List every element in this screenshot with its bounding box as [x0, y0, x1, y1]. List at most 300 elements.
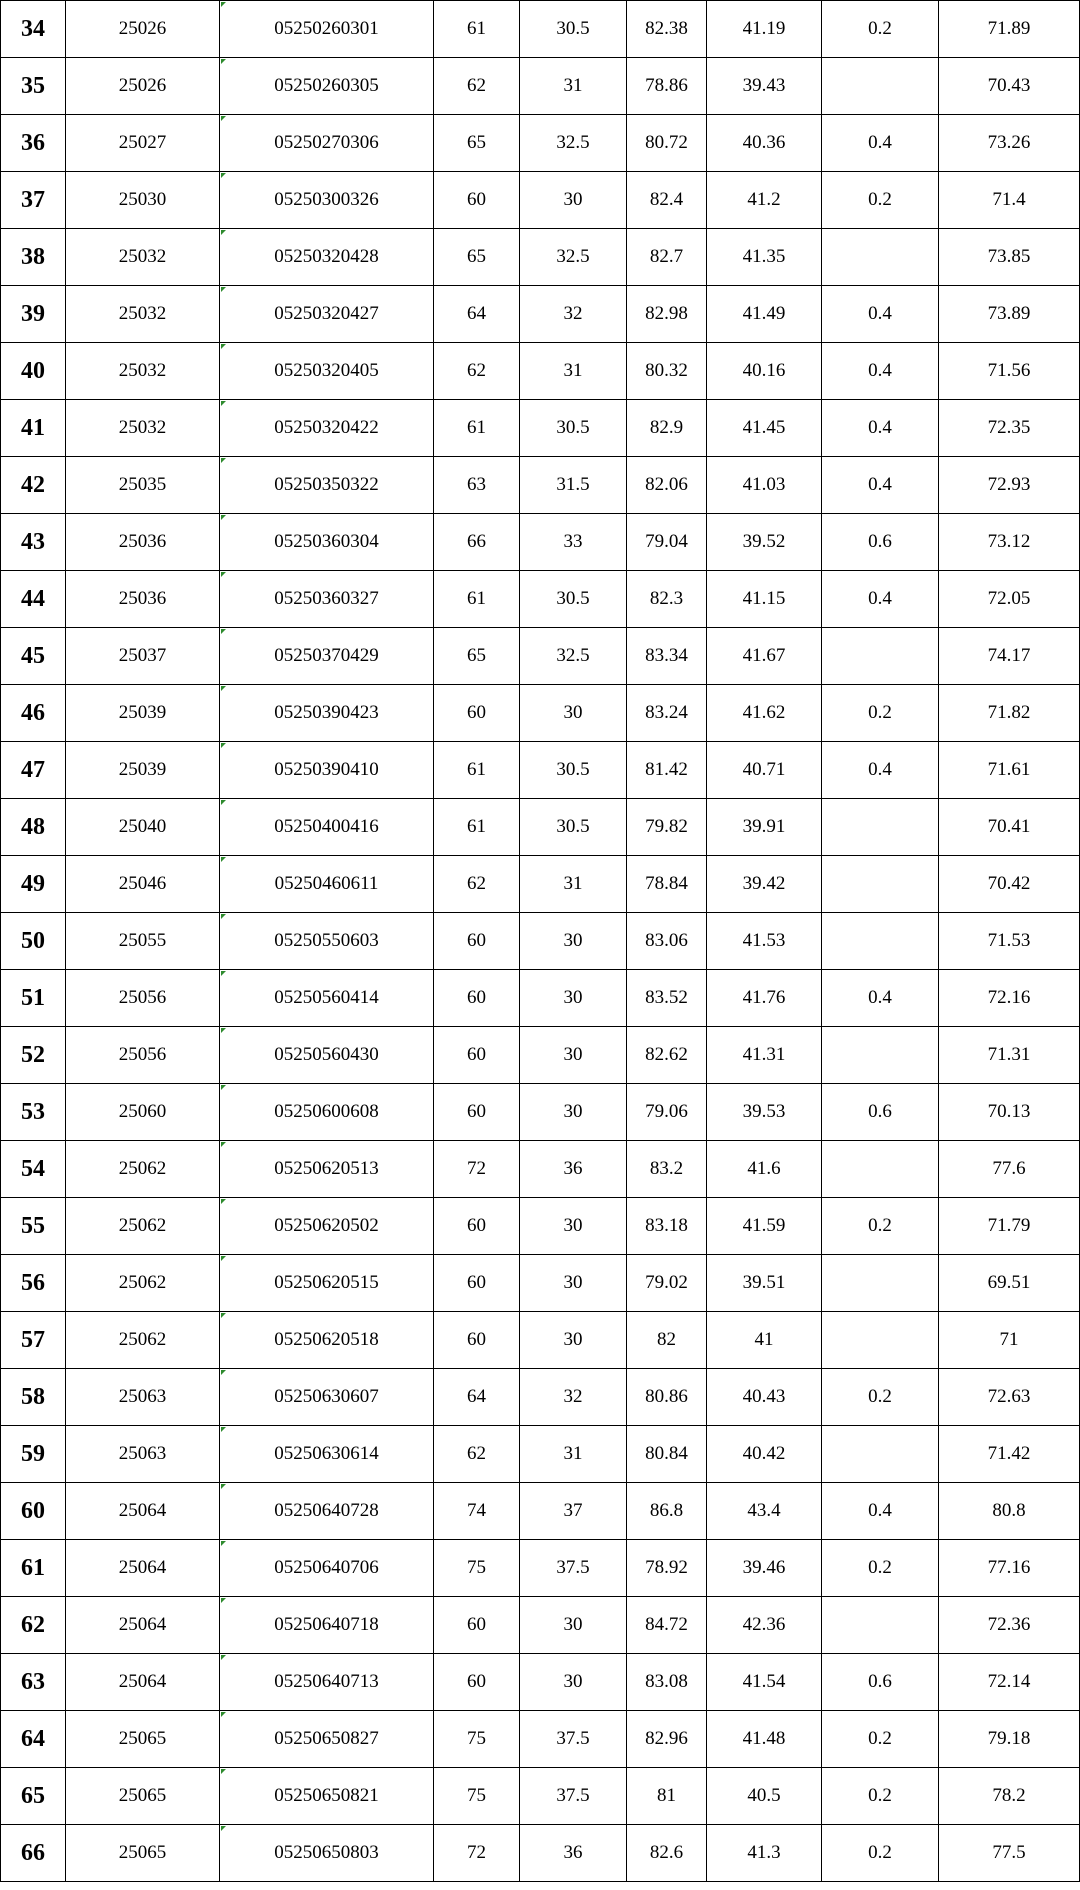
score-b-weighted-cell: 42.36	[707, 1597, 822, 1654]
row-number-cell: 34	[1, 1, 66, 58]
bonus-cell: 0.6	[822, 514, 939, 571]
score-a-cell: 72	[434, 1825, 520, 1882]
score-b-weighted-cell: 41.6	[707, 1141, 822, 1198]
score-b-weighted-cell: 39.53	[707, 1084, 822, 1141]
score-b-cell: 82.3	[627, 571, 707, 628]
score-b-weighted-cell: 41.48	[707, 1711, 822, 1768]
total-score-cell: 71.89	[939, 1, 1080, 58]
score-b-weighted-cell: 40.16	[707, 343, 822, 400]
group-code-cell: 25039	[66, 685, 220, 742]
score-a-cell: 60	[434, 970, 520, 1027]
group-code-cell: 25032	[66, 286, 220, 343]
score-a-weighted-cell: 30	[520, 1597, 627, 1654]
row-number-cell: 35	[1, 58, 66, 115]
bonus-cell: 0.2	[822, 1825, 939, 1882]
score-a-cell: 61	[434, 1, 520, 58]
total-score-cell: 70.43	[939, 58, 1080, 115]
group-code-cell: 25039	[66, 742, 220, 799]
candidate-id-cell: 05250640728	[220, 1483, 434, 1540]
group-code-cell: 25065	[66, 1711, 220, 1768]
candidate-id-cell: 05250620502	[220, 1198, 434, 1255]
score-b-weighted-cell: 40.42	[707, 1426, 822, 1483]
group-code-cell: 25063	[66, 1369, 220, 1426]
score-b-weighted-cell: 40.5	[707, 1768, 822, 1825]
score-b-cell: 82.62	[627, 1027, 707, 1084]
bonus-cell	[822, 913, 939, 970]
group-code-cell: 25060	[66, 1084, 220, 1141]
table-row	[1, 1483, 1080, 1540]
score-a-cell: 61	[434, 400, 520, 457]
bonus-cell: 0.4	[822, 742, 939, 799]
score-b-cell: 78.86	[627, 58, 707, 115]
total-score-cell: 77.6	[939, 1141, 1080, 1198]
score-a-cell: 74	[434, 1483, 520, 1540]
row-number-cell: 36	[1, 115, 66, 172]
group-code-cell: 25064	[66, 1654, 220, 1711]
total-score-cell: 71.82	[939, 685, 1080, 742]
score-b-cell: 82.06	[627, 457, 707, 514]
score-b-weighted-cell: 41.54	[707, 1654, 822, 1711]
row-number-cell: 47	[1, 742, 66, 799]
candidate-id-cell: 05250620513	[220, 1141, 434, 1198]
total-score-cell: 73.26	[939, 115, 1080, 172]
score-a-weighted-cell: 32.5	[520, 628, 627, 685]
row-number-cell: 65	[1, 1768, 66, 1825]
table-row	[1, 286, 1080, 343]
score-b-weighted-cell: 41.35	[707, 229, 822, 286]
score-a-cell: 61	[434, 799, 520, 856]
bonus-cell: 0.4	[822, 1483, 939, 1540]
table-row	[1, 685, 1080, 742]
group-code-cell: 25037	[66, 628, 220, 685]
score-a-cell: 60	[434, 1597, 520, 1654]
candidate-id-cell: 05250560414	[220, 970, 434, 1027]
table-row	[1, 1768, 1080, 1825]
score-a-cell: 62	[434, 1426, 520, 1483]
table-row	[1, 1255, 1080, 1312]
candidate-id-cell: 05250360304	[220, 514, 434, 571]
score-a-weighted-cell: 32.5	[520, 229, 627, 286]
row-number-cell: 41	[1, 400, 66, 457]
score-b-cell: 86.8	[627, 1483, 707, 1540]
score-a-weighted-cell: 37.5	[520, 1768, 627, 1825]
score-a-cell: 72	[434, 1141, 520, 1198]
row-number-cell: 43	[1, 514, 66, 571]
total-score-cell: 72.93	[939, 457, 1080, 514]
score-b-weighted-cell: 41.59	[707, 1198, 822, 1255]
score-a-weighted-cell: 37	[520, 1483, 627, 1540]
score-a-cell: 60	[434, 1255, 520, 1312]
score-b-weighted-cell: 41.03	[707, 457, 822, 514]
candidate-id-cell: 05250370429	[220, 628, 434, 685]
candidate-id-cell: 05250640713	[220, 1654, 434, 1711]
score-b-cell: 82.7	[627, 229, 707, 286]
score-b-cell: 79.82	[627, 799, 707, 856]
score-a-cell: 61	[434, 742, 520, 799]
score-b-weighted-cell: 39.91	[707, 799, 822, 856]
row-number-cell: 48	[1, 799, 66, 856]
row-number-cell: 56	[1, 1255, 66, 1312]
score-a-cell: 60	[434, 1198, 520, 1255]
score-a-weighted-cell: 30.5	[520, 799, 627, 856]
score-b-weighted-cell: 41.2	[707, 172, 822, 229]
score-a-weighted-cell: 31	[520, 343, 627, 400]
bonus-cell: 0.4	[822, 457, 939, 514]
score-b-cell: 78.84	[627, 856, 707, 913]
table-row	[1, 970, 1080, 1027]
score-a-weighted-cell: 30	[520, 913, 627, 970]
score-b-cell: 83.34	[627, 628, 707, 685]
score-a-weighted-cell: 32.5	[520, 115, 627, 172]
group-code-cell: 25032	[66, 400, 220, 457]
table-row	[1, 1540, 1080, 1597]
score-a-cell: 65	[434, 115, 520, 172]
group-code-cell: 25062	[66, 1141, 220, 1198]
total-score-cell: 72.14	[939, 1654, 1080, 1711]
total-score-cell: 72.05	[939, 571, 1080, 628]
total-score-cell: 70.41	[939, 799, 1080, 856]
candidate-id-cell: 05250320428	[220, 229, 434, 286]
table-row	[1, 571, 1080, 628]
table-row	[1, 1825, 1080, 1882]
candidate-id-cell: 05250560430	[220, 1027, 434, 1084]
total-score-cell: 69.51	[939, 1255, 1080, 1312]
score-b-cell: 80.86	[627, 1369, 707, 1426]
score-b-cell: 78.92	[627, 1540, 707, 1597]
row-number-cell: 42	[1, 457, 66, 514]
table-row	[1, 1, 1080, 58]
score-b-weighted-cell: 41.19	[707, 1, 822, 58]
score-b-weighted-cell: 41.31	[707, 1027, 822, 1084]
row-number-cell: 60	[1, 1483, 66, 1540]
score-a-cell: 60	[434, 1654, 520, 1711]
bonus-cell	[822, 229, 939, 286]
bonus-cell: 0.4	[822, 286, 939, 343]
score-a-cell: 60	[434, 913, 520, 970]
table-row	[1, 457, 1080, 514]
table-row	[1, 1027, 1080, 1084]
row-number-cell: 57	[1, 1312, 66, 1369]
score-a-cell: 75	[434, 1711, 520, 1768]
score-b-weighted-cell: 41	[707, 1312, 822, 1369]
candidate-id-cell: 05250360327	[220, 571, 434, 628]
score-a-weighted-cell: 30.5	[520, 742, 627, 799]
table-row	[1, 628, 1080, 685]
total-score-cell: 78.2	[939, 1768, 1080, 1825]
group-code-cell: 25032	[66, 229, 220, 286]
candidate-id-cell: 05250650827	[220, 1711, 434, 1768]
group-code-cell: 25027	[66, 115, 220, 172]
score-a-cell: 60	[434, 685, 520, 742]
score-a-weighted-cell: 31	[520, 856, 627, 913]
table-row	[1, 1141, 1080, 1198]
group-code-cell: 25036	[66, 514, 220, 571]
table-row	[1, 1312, 1080, 1369]
score-a-weighted-cell: 37.5	[520, 1711, 627, 1768]
candidate-id-cell: 05250400416	[220, 799, 434, 856]
total-score-cell: 71.56	[939, 343, 1080, 400]
total-score-cell: 79.18	[939, 1711, 1080, 1768]
score-b-weighted-cell: 41.15	[707, 571, 822, 628]
group-code-cell: 25063	[66, 1426, 220, 1483]
table-row	[1, 115, 1080, 172]
bonus-cell: 0.2	[822, 1540, 939, 1597]
candidate-id-cell: 05250630607	[220, 1369, 434, 1426]
score-b-cell: 83.18	[627, 1198, 707, 1255]
table-row	[1, 1711, 1080, 1768]
bonus-cell	[822, 1141, 939, 1198]
candidate-id-cell: 05250390410	[220, 742, 434, 799]
group-code-cell: 25064	[66, 1540, 220, 1597]
score-b-weighted-cell: 41.3	[707, 1825, 822, 1882]
score-b-weighted-cell: 41.76	[707, 970, 822, 1027]
row-number-cell: 40	[1, 343, 66, 400]
total-score-cell: 71.31	[939, 1027, 1080, 1084]
score-a-weighted-cell: 30	[520, 1084, 627, 1141]
group-code-cell: 25064	[66, 1483, 220, 1540]
score-b-weighted-cell: 39.43	[707, 58, 822, 115]
total-score-cell: 71.42	[939, 1426, 1080, 1483]
row-number-cell: 62	[1, 1597, 66, 1654]
table-row	[1, 1369, 1080, 1426]
bonus-cell	[822, 1027, 939, 1084]
score-a-weighted-cell: 30	[520, 1312, 627, 1369]
score-b-cell: 82.9	[627, 400, 707, 457]
candidate-id-cell: 05250650803	[220, 1825, 434, 1882]
score-a-cell: 66	[434, 514, 520, 571]
score-a-cell: 62	[434, 58, 520, 115]
candidate-id-cell: 05250650821	[220, 1768, 434, 1825]
table-row	[1, 799, 1080, 856]
score-a-weighted-cell: 30	[520, 172, 627, 229]
bonus-cell: 0.2	[822, 1768, 939, 1825]
row-number-cell: 37	[1, 172, 66, 229]
bonus-cell: 0.2	[822, 1369, 939, 1426]
score-b-cell: 82.98	[627, 286, 707, 343]
row-number-cell: 64	[1, 1711, 66, 1768]
group-code-cell: 25035	[66, 457, 220, 514]
group-code-cell: 25062	[66, 1255, 220, 1312]
score-b-cell: 83.06	[627, 913, 707, 970]
bonus-cell: 0.4	[822, 970, 939, 1027]
row-number-cell: 52	[1, 1027, 66, 1084]
total-score-cell: 71	[939, 1312, 1080, 1369]
score-a-weighted-cell: 36	[520, 1825, 627, 1882]
row-number-cell: 66	[1, 1825, 66, 1882]
group-code-cell: 25026	[66, 58, 220, 115]
group-code-cell: 25065	[66, 1825, 220, 1882]
table-row	[1, 1597, 1080, 1654]
score-b-cell: 80.72	[627, 115, 707, 172]
group-code-cell: 25046	[66, 856, 220, 913]
group-code-cell: 25056	[66, 970, 220, 1027]
table-row	[1, 172, 1080, 229]
score-b-cell: 81.42	[627, 742, 707, 799]
score-a-weighted-cell: 31	[520, 58, 627, 115]
table-row	[1, 856, 1080, 913]
bonus-cell	[822, 1597, 939, 1654]
total-score-cell: 71.4	[939, 172, 1080, 229]
total-score-cell: 70.42	[939, 856, 1080, 913]
score-a-cell: 65	[434, 229, 520, 286]
candidate-id-cell: 05250460611	[220, 856, 434, 913]
group-code-cell: 25062	[66, 1312, 220, 1369]
table-row	[1, 343, 1080, 400]
score-b-cell: 83.2	[627, 1141, 707, 1198]
score-a-cell: 61	[434, 571, 520, 628]
score-a-weighted-cell: 30.5	[520, 1, 627, 58]
score-a-weighted-cell: 30.5	[520, 400, 627, 457]
total-score-cell: 71.79	[939, 1198, 1080, 1255]
row-number-cell: 63	[1, 1654, 66, 1711]
total-score-cell: 72.35	[939, 400, 1080, 457]
row-number-cell: 59	[1, 1426, 66, 1483]
total-score-cell: 73.12	[939, 514, 1080, 571]
score-a-weighted-cell: 31	[520, 1426, 627, 1483]
group-code-cell: 25040	[66, 799, 220, 856]
bonus-cell: 0.2	[822, 1711, 939, 1768]
row-number-cell: 58	[1, 1369, 66, 1426]
score-a-weighted-cell: 30	[520, 685, 627, 742]
total-score-cell: 72.36	[939, 1597, 1080, 1654]
score-b-weighted-cell: 41.45	[707, 400, 822, 457]
row-number-cell: 44	[1, 571, 66, 628]
bonus-cell: 0.2	[822, 1, 939, 58]
candidate-id-cell: 05250260305	[220, 58, 434, 115]
bonus-cell: 0.2	[822, 172, 939, 229]
score-a-weighted-cell: 32	[520, 1369, 627, 1426]
score-b-cell: 82.4	[627, 172, 707, 229]
score-a-weighted-cell: 37.5	[520, 1540, 627, 1597]
total-score-cell: 71.61	[939, 742, 1080, 799]
row-number-cell: 45	[1, 628, 66, 685]
bonus-cell	[822, 628, 939, 685]
row-number-cell: 46	[1, 685, 66, 742]
bonus-cell: 0.4	[822, 400, 939, 457]
candidate-id-cell: 05250640706	[220, 1540, 434, 1597]
score-a-cell: 64	[434, 1369, 520, 1426]
bonus-cell: 0.4	[822, 571, 939, 628]
total-score-cell: 77.5	[939, 1825, 1080, 1882]
candidate-id-cell: 05250300326	[220, 172, 434, 229]
score-b-cell: 81	[627, 1768, 707, 1825]
score-b-cell: 82	[627, 1312, 707, 1369]
group-code-cell: 25062	[66, 1198, 220, 1255]
score-b-weighted-cell: 41.53	[707, 913, 822, 970]
row-number-cell: 39	[1, 286, 66, 343]
score-b-weighted-cell: 39.51	[707, 1255, 822, 1312]
group-code-cell: 25036	[66, 571, 220, 628]
row-number-cell: 38	[1, 229, 66, 286]
candidate-id-cell: 05250350322	[220, 457, 434, 514]
score-b-weighted-cell: 39.46	[707, 1540, 822, 1597]
row-number-cell: 49	[1, 856, 66, 913]
candidate-id-cell: 05250630614	[220, 1426, 434, 1483]
score-a-cell: 64	[434, 286, 520, 343]
bonus-cell: 0.2	[822, 1198, 939, 1255]
score-b-cell: 82.96	[627, 1711, 707, 1768]
score-a-cell: 65	[434, 628, 520, 685]
row-number-cell: 53	[1, 1084, 66, 1141]
score-b-cell: 79.06	[627, 1084, 707, 1141]
score-a-weighted-cell: 31.5	[520, 457, 627, 514]
score-b-weighted-cell: 40.71	[707, 742, 822, 799]
bonus-cell	[822, 1426, 939, 1483]
score-a-weighted-cell: 30	[520, 1654, 627, 1711]
score-b-cell: 80.32	[627, 343, 707, 400]
total-score-cell: 77.16	[939, 1540, 1080, 1597]
score-b-cell: 82.6	[627, 1825, 707, 1882]
table-row	[1, 58, 1080, 115]
score-b-weighted-cell: 43.4	[707, 1483, 822, 1540]
total-score-cell: 71.53	[939, 913, 1080, 970]
table-row	[1, 1198, 1080, 1255]
score-b-weighted-cell: 41.62	[707, 685, 822, 742]
score-b-cell: 83.24	[627, 685, 707, 742]
total-score-cell: 70.13	[939, 1084, 1080, 1141]
score-a-weighted-cell: 30	[520, 970, 627, 1027]
score-a-cell: 75	[434, 1540, 520, 1597]
total-score-cell: 74.17	[939, 628, 1080, 685]
score-a-cell: 60	[434, 172, 520, 229]
row-number-cell: 54	[1, 1141, 66, 1198]
total-score-cell: 73.89	[939, 286, 1080, 343]
score-b-weighted-cell: 40.36	[707, 115, 822, 172]
score-b-cell: 83.52	[627, 970, 707, 1027]
score-a-cell: 62	[434, 343, 520, 400]
candidate-id-cell: 05250320427	[220, 286, 434, 343]
table-row	[1, 1654, 1080, 1711]
candidate-id-cell: 05250270306	[220, 115, 434, 172]
candidate-id-cell: 05250620515	[220, 1255, 434, 1312]
group-code-cell: 25030	[66, 172, 220, 229]
score-b-cell: 84.72	[627, 1597, 707, 1654]
table-body	[1, 1, 1080, 1882]
bonus-cell	[822, 1312, 939, 1369]
total-score-cell: 80.8	[939, 1483, 1080, 1540]
score-a-weighted-cell: 30	[520, 1027, 627, 1084]
table-row	[1, 1426, 1080, 1483]
group-code-cell: 25026	[66, 1, 220, 58]
candidate-id-cell: 05250260301	[220, 1, 434, 58]
total-score-cell: 72.63	[939, 1369, 1080, 1426]
row-number-cell: 55	[1, 1198, 66, 1255]
candidate-id-cell: 05250320405	[220, 343, 434, 400]
candidate-id-cell: 05250600608	[220, 1084, 434, 1141]
bonus-cell	[822, 58, 939, 115]
row-number-cell: 61	[1, 1540, 66, 1597]
group-code-cell: 25065	[66, 1768, 220, 1825]
score-a-weighted-cell: 33	[520, 514, 627, 571]
bonus-cell: 0.4	[822, 115, 939, 172]
bonus-cell: 0.4	[822, 343, 939, 400]
score-b-cell: 80.84	[627, 1426, 707, 1483]
score-b-weighted-cell: 41.49	[707, 286, 822, 343]
score-a-cell: 62	[434, 856, 520, 913]
score-a-cell: 60	[434, 1312, 520, 1369]
table-row	[1, 400, 1080, 457]
table-row	[1, 514, 1080, 571]
table-row	[1, 1084, 1080, 1141]
score-b-cell: 79.04	[627, 514, 707, 571]
group-code-cell: 25032	[66, 343, 220, 400]
table-row	[1, 913, 1080, 970]
score-b-weighted-cell: 41.67	[707, 628, 822, 685]
bonus-cell: 0.6	[822, 1654, 939, 1711]
score-a-weighted-cell: 36	[520, 1141, 627, 1198]
candidate-id-cell: 05250320422	[220, 400, 434, 457]
score-a-weighted-cell: 32	[520, 286, 627, 343]
